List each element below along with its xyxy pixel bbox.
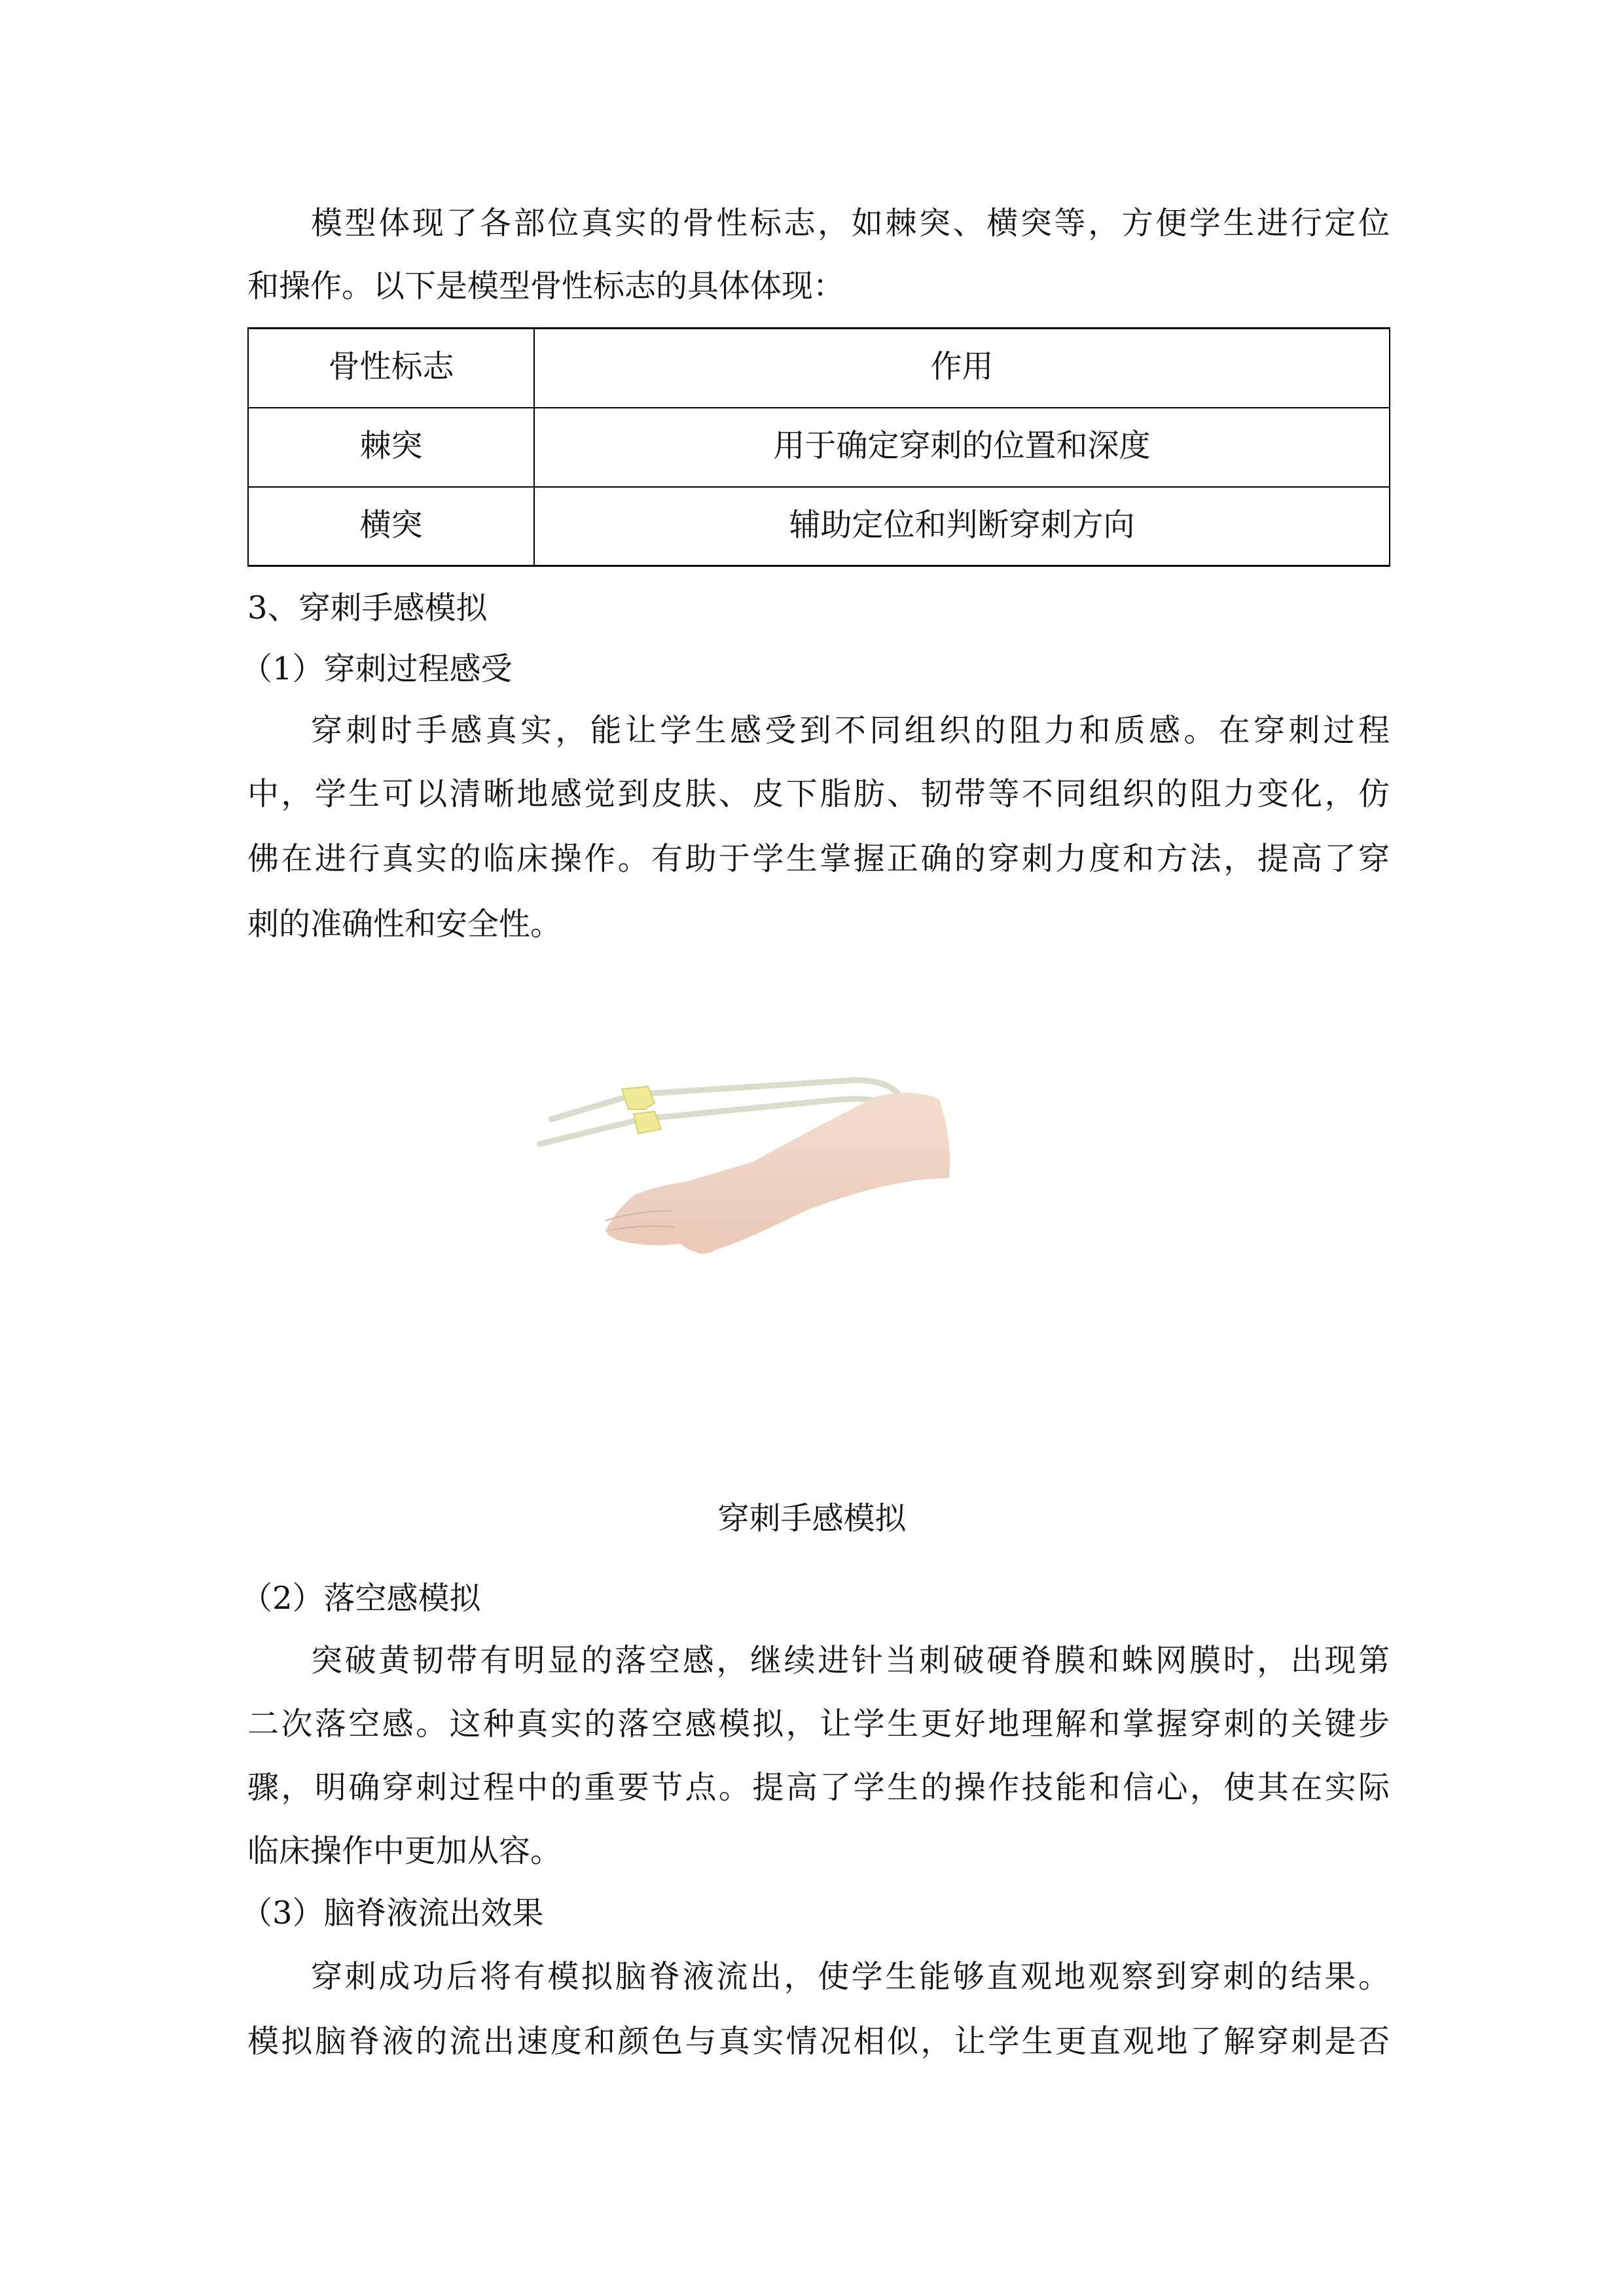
subsection-2-heading: （2）落空感模拟 bbox=[241, 1580, 481, 1617]
figure-caption: 穿刺手感模拟 bbox=[717, 1500, 907, 1537]
paragraph-line: 二次落空感。这种真实的落空感模拟，让学生更好地理解和掌握穿刺的关键步 bbox=[247, 1706, 1390, 1742]
intro-line-1: 模型体现了各部位真实的骨性标志，如棘突、横突等，方便学生进行定位 bbox=[311, 205, 1390, 242]
table-cell: 横突 bbox=[248, 487, 534, 566]
table-row bbox=[248, 408, 1390, 487]
subsection-1-heading: （1）穿刺过程感受 bbox=[241, 651, 513, 687]
table-cell: 用于确定穿刺的位置和深度 bbox=[534, 408, 1390, 487]
table-cell: 棘突 bbox=[248, 408, 534, 487]
paragraph-line: 突破黄韧带有明显的落空感，继续进针当刺破硬脊膜和蛛网膜时，出现第 bbox=[311, 1642, 1390, 1679]
paragraph-line: 穿刺时手感真实，能让学生感受到不同组织的阻力和质感。在穿刺过程 bbox=[311, 712, 1390, 749]
paragraph-line: 佛在进行真实的临床操作。有助于学生掌握正确的穿刺力度和方法，提高了穿 bbox=[247, 840, 1390, 877]
section-3-heading: 3、穿刺手感模拟 bbox=[247, 590, 488, 626]
table-row bbox=[248, 487, 1390, 566]
paragraph-line: 临床操作中更加从容。 bbox=[247, 1833, 562, 1869]
table-header-row bbox=[248, 329, 1390, 408]
paragraph-line: 骤，明确穿刺过程中的重要节点。提高了学生的操作技能和信心，使其在实际 bbox=[247, 1769, 1390, 1806]
paragraph-line: 中，学生可以清晰地感觉到皮肤、皮下脂肪、韧带等不同组织的阻力变化，仿 bbox=[247, 776, 1390, 812]
subsection-3-heading: （3）脑脊液流出效果 bbox=[241, 1895, 544, 1931]
paragraph-line: 穿刺成功后将有模拟脑脊液流出，使学生能够直观地观察到穿刺的结果。 bbox=[311, 1958, 1390, 1995]
table-header-landmark: 骨性标志 bbox=[248, 329, 534, 408]
intro-line-2: 和操作。以下是模型骨性标志的具体体现： bbox=[247, 268, 845, 304]
paragraph-line: 刺的准确性和安全性。 bbox=[247, 906, 562, 942]
arm-model-image bbox=[524, 1047, 1113, 1414]
paragraph-line: 模拟脑脊液的流出速度和颜色与真实情况相似，让学生更直观地了解穿刺是否 bbox=[247, 2023, 1390, 2060]
table-header-function: 作用 bbox=[534, 329, 1390, 408]
bony-landmarks-table bbox=[247, 327, 1390, 567]
table-cell: 辅助定位和判断穿刺方向 bbox=[534, 487, 1390, 566]
